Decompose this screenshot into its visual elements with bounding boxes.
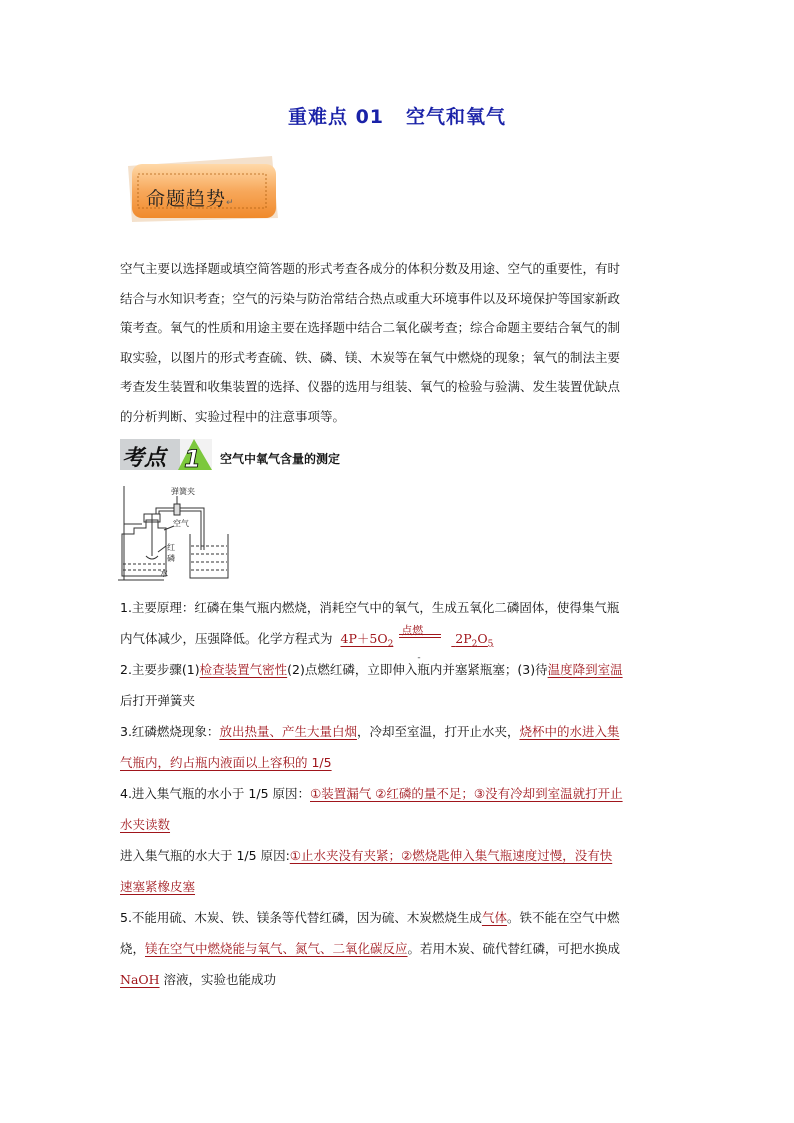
label-water: 水: [160, 569, 168, 578]
p3-line1: 3.红磷燃烧现象：放出热量、产生大量白烟，冷却至室温，打开止水夹，烧杯中的水进入集: [120, 724, 620, 739]
reaction-condition: 点燃 -: [399, 631, 441, 643]
intro-line: 的分析判断、实验过程中的注意事项等。: [120, 408, 346, 424]
answer: ①止水夹没有夹紧；②燃烧匙伸入集气瓶速度过慢，没有快: [289, 848, 613, 863]
intro-line: 策考查。氧气的性质和用途主要在选择题中结合二氧化碳考查；综合命题主要结合氧气的制: [120, 320, 621, 335]
answer: 烧杯中的水进入集: [519, 724, 620, 739]
answer: 放出热量、产生大量白烟: [219, 724, 357, 739]
answer: 气瓶内，约占瓶内液面以上容积的 1/5: [120, 755, 332, 770]
answer: 速塞紧橡皮塞: [120, 879, 196, 894]
kaodian-num: 1: [184, 445, 201, 472]
page-title: [0, 102, 794, 129]
label-red2: 磷: [167, 554, 175, 563]
p1-line1: 1.主要原理：红磷在集气瓶内燃烧，消耗空气中的氧气，生成五氧化二磷固体，使得集气瓶: [120, 600, 620, 615]
p5-line3: NaOH 溶液，实验也能成功: [120, 972, 277, 987]
kaodian-badge: [120, 437, 212, 472]
p3-line2: [120, 747, 676, 778]
label-red1: 红: [167, 543, 175, 552]
title-part1: 重难点 01: [287, 106, 385, 128]
p5-line2: 烧，镁在空气中燃烧能与氧气、氮气、二氧化碳反应。若用木炭、硫代替红磷，可把水换成: [120, 941, 621, 956]
p5-line1: 5.不能用硫、木炭、铁、镁条等代替红磷，因为硫、木炭燃烧生成气体。铁不能在空气中燃: [120, 910, 620, 925]
kaodian-text: 考点: [122, 446, 167, 471]
answer: ①装置漏气 ②红磷的量不足；③没有冷却到室温就打开止: [310, 786, 623, 801]
title-part2: 空气和氧气: [406, 106, 507, 128]
p2-line2: 后打开弹簧夹: [120, 693, 196, 708]
intro-line: 取实验，以图片的形式考查硫、铁、磷、镁、木炭等在氧气中燃烧的现象；氧气的制法主要: [120, 349, 621, 365]
label-clip: 弹簧夹: [171, 487, 195, 496]
p4-line1: 4.进入集气瓶的水小于 1/5 原因：①装置漏气 ②红磷的量不足；③没有冷却到室温就打开止: [120, 786, 623, 801]
answer: 水夹读数: [120, 817, 171, 832]
p2-line1: 2.主要步骤(1)检查装置气密性(2)点燃红磷，立即伸入瓶内并塞紧瓶塞；(3)待温度降到室温: [120, 662, 623, 677]
kaodian-title: 空气中氧气含量的测定: [220, 452, 341, 466]
intro-line: 空气主要以选择题或填空简答题的形式考查各成分的体积分数及用途、空气的重要性，有时: [120, 261, 621, 276]
intro-line: 结合与水知识考查；空气的污染与防治常结合热点或重大环境事件以及环境保护等国家新政: [120, 290, 621, 306]
p4-line4: [120, 871, 676, 902]
answer: 镁在空气中燃烧能与氧气、氮气、二氧化碳反应: [145, 941, 408, 956]
p4-line2: [120, 809, 676, 840]
answer: 气体: [481, 910, 507, 925]
answer: 检查装置气密性: [199, 662, 288, 677]
p4-line3: 进入集气瓶的水大于 1/5 原因:①止水夹没有夹紧；②燃烧匙伸入集气瓶速度过慢，没有快: [120, 848, 613, 863]
chemical-equation: $4P+5O_2$ 点燃 - $2P_2O_5$: [340, 624, 494, 663]
body-text: [120, 592, 676, 995]
p1-line2: 内气体减少，压强降低。化学方程式为 $4P+5O_2$ 点燃 - $2P_2O_5$: [120, 624, 494, 663]
intro-paragraph: [120, 254, 676, 431]
intro-line: 考查发生装置和收集装置的选择、仪器的选用与组装、氧气的检验与验满、发生装置优缺点: [120, 379, 621, 394]
answer: 温度降到室温: [547, 662, 623, 677]
label-air: 空气: [173, 519, 189, 528]
banner-label: 命题趋势↵: [146, 188, 235, 210]
apparatus-diagram: [114, 484, 230, 584]
answer: NaOH: [120, 972, 160, 987]
